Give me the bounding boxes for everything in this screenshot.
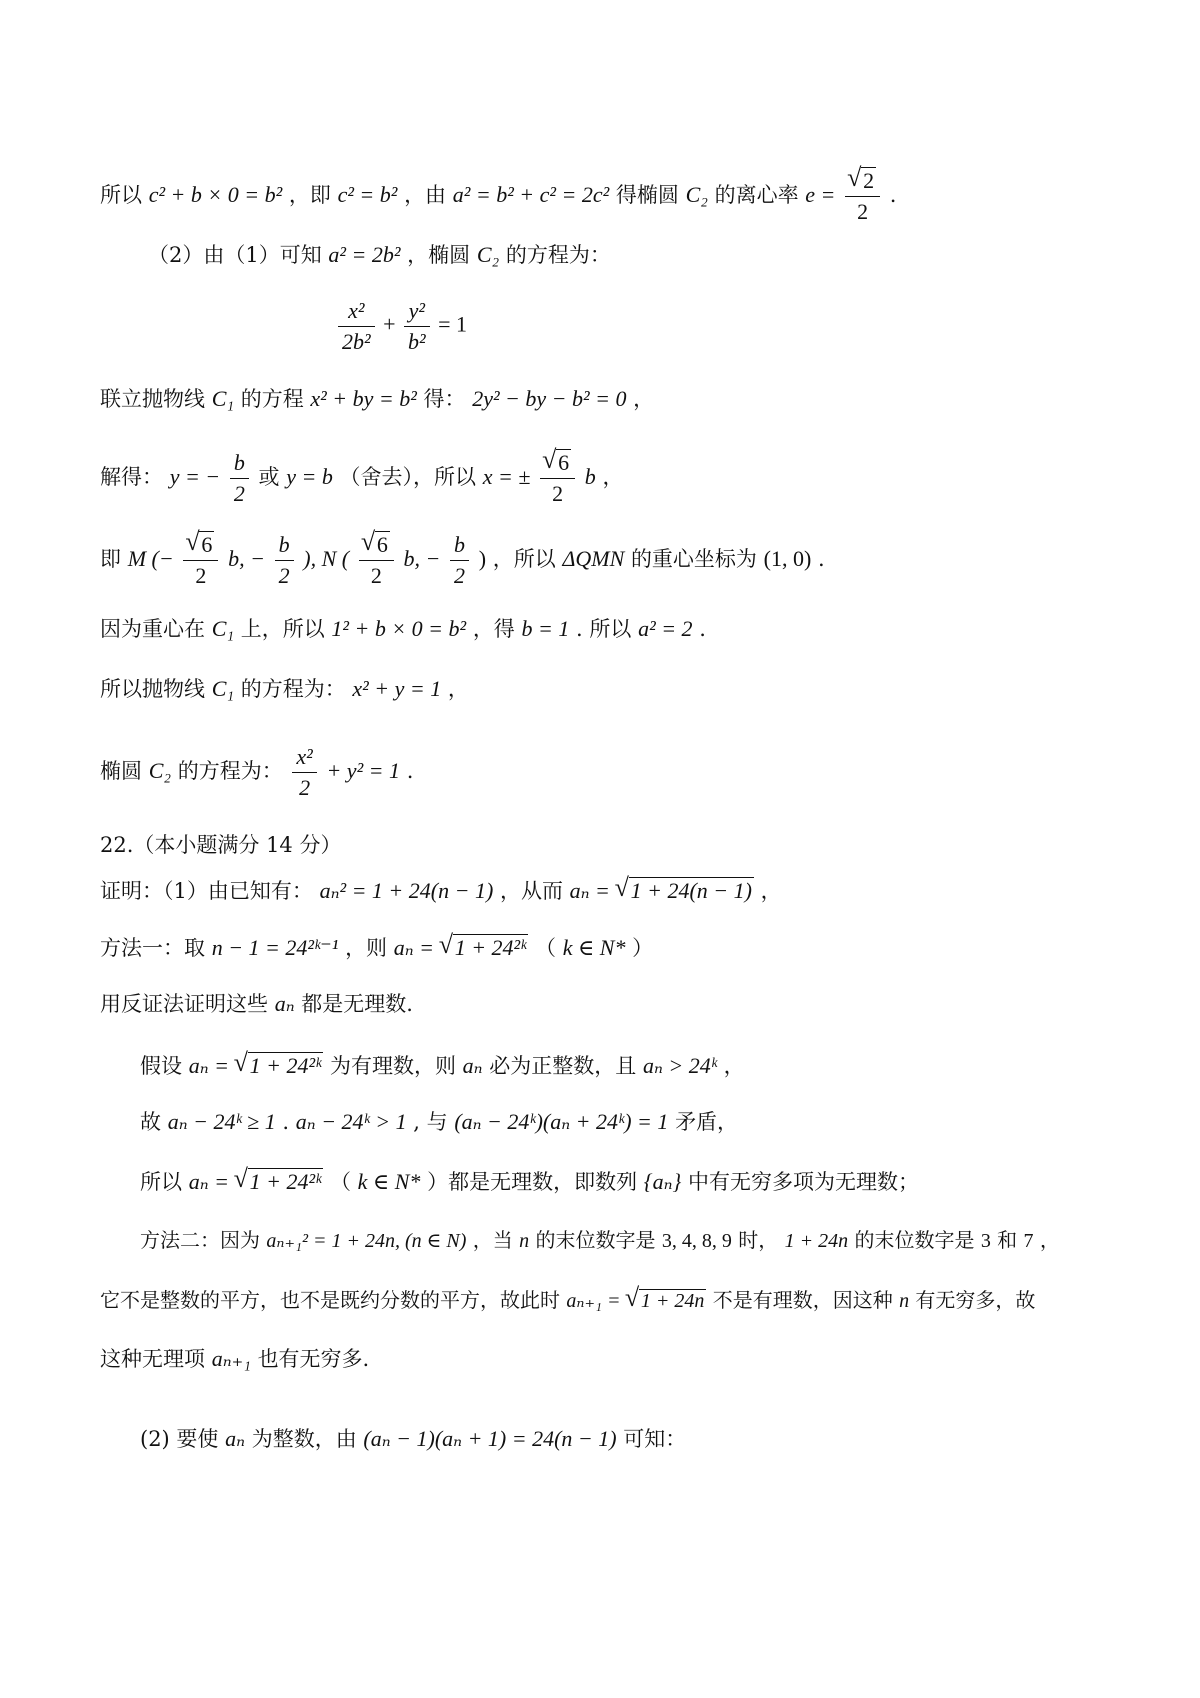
line-part2-intro: （2）由（1）可知 a² = 2b² ，椭圆 C₂ 的方程为： <box>148 242 611 267</box>
line-method1: 方法一：取 n − 1 = 24²ᵏ⁻¹ ，则 aₙ = √ 1 + 24²ᵏ （ k ∈ N* ） <box>100 934 653 962</box>
line-proof-start: 证明：（1）由已知有： aₙ² = 1 + 24(n − 1) ，从而 aₙ = √ 1 + 24(n − 1) ， <box>100 877 782 905</box>
line-ellipse-eq: 椭圆 C₂ 的方程为： $\frac{\text{x²}}{2}$ + y² = 1 . <box>100 742 413 803</box>
line-centroid: 因为重心在 C₁ 上，所以 1² + b × 0 = b² ，得 b = 1 . 所以 a² = 2 . <box>100 616 706 641</box>
fraction: √ $\frac{6}{2}$ <box>183 530 218 591</box>
ellipse-equation: $\frac{\text{x²}}{\text{2b²}}$ + $\frac{\text{y²}}{\text{b²}}$ = 1 <box>335 296 467 357</box>
line-solve: 解得： y = − $\frac{b}{2}$ 或 y = b （舍去），所以 x = ± √ $\frac{6}{2}$ b ， <box>100 448 623 509</box>
line-method2-cont: 它不是整数的平方，也不是既约分数的平方，故此时 aₙ₊₁ = √ 1 + 24n 不是有理数，因这种 n 有无穷多，故 <box>100 1286 1035 1315</box>
line-part2-proof: (2) 要使 aₙ 为整数，由 (aₙ − 1)(aₙ + 1) = 24(n − 1) 可知： <box>140 1426 687 1451</box>
fraction: √ $\frac{2}{2}$ <box>845 166 880 227</box>
line-assume: 假设 aₙ = √ 1 + 24²ᵏ 为有理数，则 aₙ 必为正整数，且 aₙ > 24ᵏ ， <box>140 1052 745 1080</box>
square-root: √ 1 + 24²ᵏ <box>236 1052 324 1080</box>
line-method2: 方法二：因为 aₙ₊₁² = 1 + 24n, (n ∈ N) ，当 n 的末位数字是 3, 4, 8, 9 时， 1 + 24n 的末位数字是 3 和 7 ， <box>140 1228 1060 1252</box>
line-parabola-eq: 所以抛物线 C₁ 的方程为： x² + y = 1 ， <box>100 676 469 701</box>
line-contradiction-intro: 用反证法证明这些 aₙ 都是无理数. <box>100 991 413 1016</box>
fraction: $\frac{\text{y²}}{\text{b²}}$ <box>404 296 430 357</box>
line-contradiction: 故 aₙ − 24ᵏ ≥ 1 . aₙ − 24ᵏ > 1 , 与 (aₙ − 24ᵏ)(aₙ + 24ᵏ) = 1 矛盾， <box>140 1109 739 1134</box>
fraction: √ $\frac{6}{2}$ <box>540 448 575 509</box>
fraction: √ $\frac{6}{2}$ <box>359 530 394 591</box>
square-root: √ 1 + 24²ᵏ <box>236 1168 324 1196</box>
line-conclusion1: 所以 aₙ = √ 1 + 24²ᵏ （ k ∈ N* ）都是无理数，即数列 {aₙ} 中有无穷多项为无理数； <box>140 1168 919 1196</box>
fraction: $\frac{b}{2}$ <box>275 530 294 591</box>
fraction: $\frac{b}{2}$ <box>230 448 249 509</box>
line-eccentricity: 所以 c² + b × 0 = b² ，即 c² = b² ，由 a² = b² + c² = 2c² 得椭圆 C₂ 的离心率 e = √ $\frac{2}{2}$ . <box>100 166 896 227</box>
line-combine: 联立抛物线 C₁ 的方程 x² + by = b² 得： 2y² − by − b² = 0 ， <box>100 386 655 411</box>
line-points: 即 M (− √ $\frac{6}{2}$ b, − $\frac{b}{2}$ ), N ( √ $\frac{6}{2}$ b, − $\frac{b}{2}$ ) ，所以 ΔQMN 的重心坐标为 (1, 0) . <box>100 530 825 591</box>
square-root: √ 1 + 24²ᵏ <box>441 934 529 962</box>
square-root: √ 1 + 24n <box>627 1287 707 1315</box>
fraction: $\frac{b}{2}$ <box>450 530 469 591</box>
fraction: $\frac{\text{x²}}{\text{2b²}}$ <box>338 296 375 357</box>
line-method2-end: 这种无理项 aₙ₊₁ 也有无穷多. <box>100 1346 370 1371</box>
fraction: $\frac{\text{x²}}{2}$ <box>292 742 316 803</box>
square-root: √ 1 + 24(n − 1) <box>617 877 754 905</box>
problem-heading: 22.（本小题满分 14 分） <box>100 833 342 857</box>
